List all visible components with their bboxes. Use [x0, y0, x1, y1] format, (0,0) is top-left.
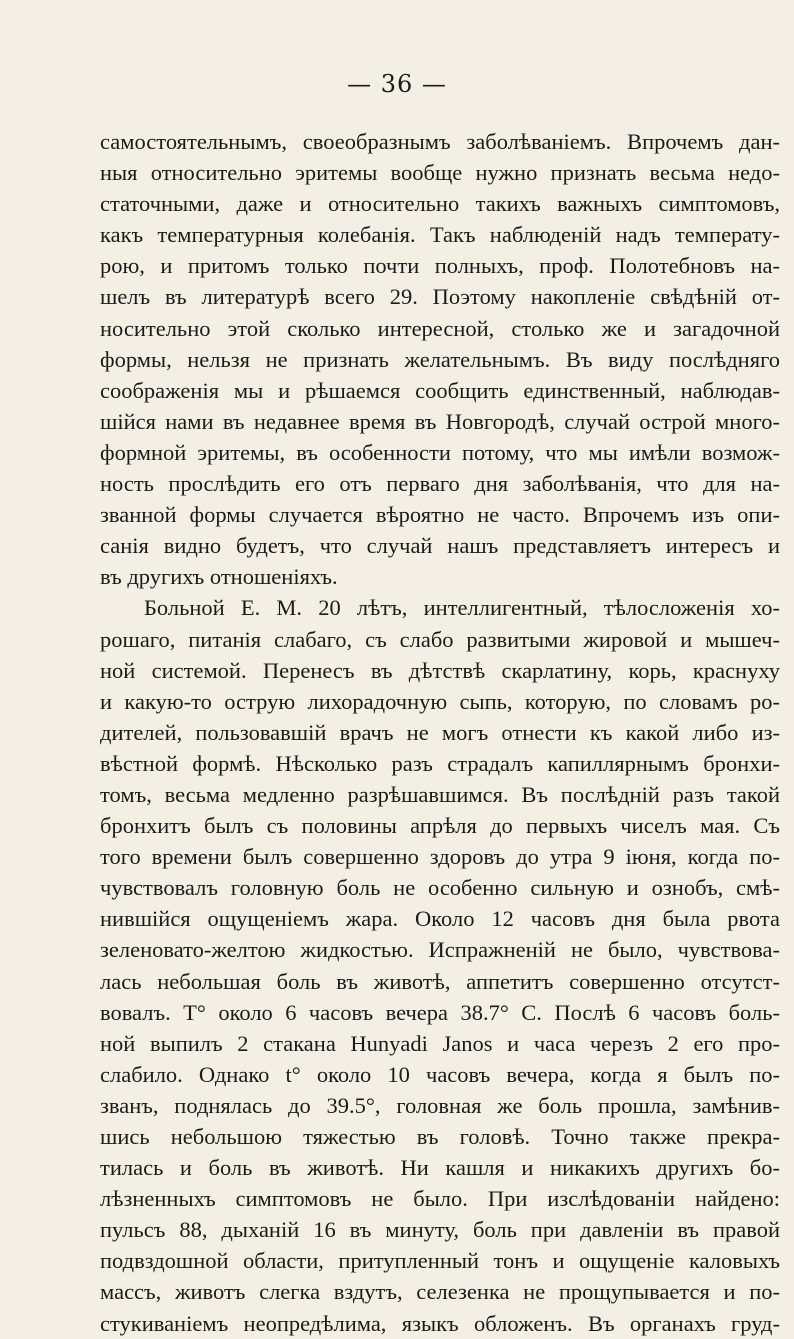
text-line: лась небольшая боль въ животѣ, аппетитъ совершенно отсутст-: [100, 968, 780, 994]
text-line: ной выпилъ 2 стакана Hunyadi Janos и часа черезъ 2 его про-: [100, 1030, 780, 1056]
text-line: формы, нельзя не признать желательнымъ. Въ виду послѣдняго: [100, 346, 780, 372]
text-line: слабило. Однако t° около 10 часовъ вечера, когда я былъ по-: [100, 1061, 780, 1087]
text-line: какъ температурныя колебанія. Такъ наблюденій надъ температу-: [100, 222, 780, 248]
text-line: шись небольшою тяжестью въ головѣ. Точно также прекра-: [100, 1124, 780, 1149]
text-line: званъ, поднялась до 39.5°, головная же боль прошла, замѣнив-: [100, 1092, 780, 1118]
text-line: носительно этой сколько интересной, столько же и загадочной: [100, 315, 780, 341]
text-line: пульсъ 88, дыханій 16 въ минуту, боль при давленіи въ правой: [100, 1217, 780, 1243]
text-line: того времени былъ совершенно здоровъ до утра 9 іюня, когда по-: [100, 844, 780, 870]
body-text: [100, 126, 780, 1339]
text-line: въ другихъ отношеніяхъ.: [100, 564, 338, 590]
text-line: зеленовато-желтою жидкостью. Испражненій не было, чувствова-: [100, 937, 780, 963]
text-line: стукиваніемъ неопредѣлима, языкъ обложенъ. Въ органахъ груд-: [100, 1310, 780, 1336]
text-line: ность прослѣдить его отъ перваго дня заболѣванія, что для на-: [100, 471, 780, 497]
text-line: санія видно будетъ, что случай нашъ представляетъ интересъ и: [100, 533, 780, 559]
text-line: бронхитъ былъ съ половины апрѣля до первыхъ чиселъ мая. Съ: [100, 813, 780, 839]
text-line: ной системой. Перенесъ въ дѣтствѣ скарлатину, корь, краснуху: [100, 657, 780, 683]
text-line: самостоятельнымъ, своеобразнымъ заболѣваніемъ. Впрочемъ дан-: [100, 129, 780, 154]
text-line: томъ, весьма медленно разрѣшавшимся. Въ послѣдній разъ такой: [100, 781, 780, 807]
text-line: Больной Е. М. 20 лѣтъ, интеллигентный, тѣлосложенія хо-: [144, 595, 780, 621]
text-line: нившійся ощущеніемъ жара. Около 12 часовъ дня была рвота: [100, 906, 780, 932]
text-line: ныя относительно эритемы вообще нужно признать весьма недо-: [100, 160, 780, 186]
text-line: формной эритемы, въ особенности потому, что мы имѣли возмож-: [100, 439, 780, 465]
text-line: массъ, животъ слегка вздутъ, селезенка не прощупывается и по-: [100, 1279, 780, 1305]
text-line: шелъ въ литературѣ всего 29. Поэтому накопленіе свѣдѣній от-: [100, 284, 780, 310]
text-line: вовалъ. T° около 6 часовъ вечера 38.7° C. Послѣ 6 часовъ боль-: [100, 999, 780, 1025]
text-line: соображенія мы и рѣшаемся сообщить единственный, наблюдав-: [100, 377, 780, 403]
text-line: шійся нами въ недавнее время въ Новгородѣ, случай острой много-: [100, 408, 780, 434]
text-line: дителей, пользовавшій врачъ не могъ отнести къ какой либо из-: [100, 719, 780, 745]
text-line: вѣстной формѣ. Нѣсколько разъ страдалъ капиллярнымъ бронхи-: [100, 750, 780, 776]
text-line: тилась и боль въ животѣ. Ни кашля и никакихъ другихъ бо-: [100, 1155, 780, 1181]
text-line: рою, и притомъ только почти полныхъ, проф. Полотебновъ на-: [100, 253, 780, 279]
text-line: подвздошной области, притупленный тонъ и ощущеніе каловыхъ: [100, 1248, 780, 1274]
text-line: и какую-то острую лихорадочную сыпь, которую, по словамъ ро-: [100, 688, 780, 714]
text-line: лѣзненныхъ симптомовъ не было. При изслѣдованіи найдено:: [100, 1186, 780, 1212]
text-line: чувствовалъ головную боль не особенно сильную и ознобъ, смѣ-: [100, 875, 780, 901]
text-line: статочными, даже и относительно такихъ важныхъ симптомовъ,: [100, 191, 780, 217]
text-line: рошаго, питанія слабаго, съ слабо развитыми жировой и мышеч-: [100, 626, 780, 652]
text-line: званной формы случается вѣроятно не часто. Впрочемъ изъ опи-: [100, 502, 780, 528]
page-number: — 36 —: [347, 70, 447, 98]
